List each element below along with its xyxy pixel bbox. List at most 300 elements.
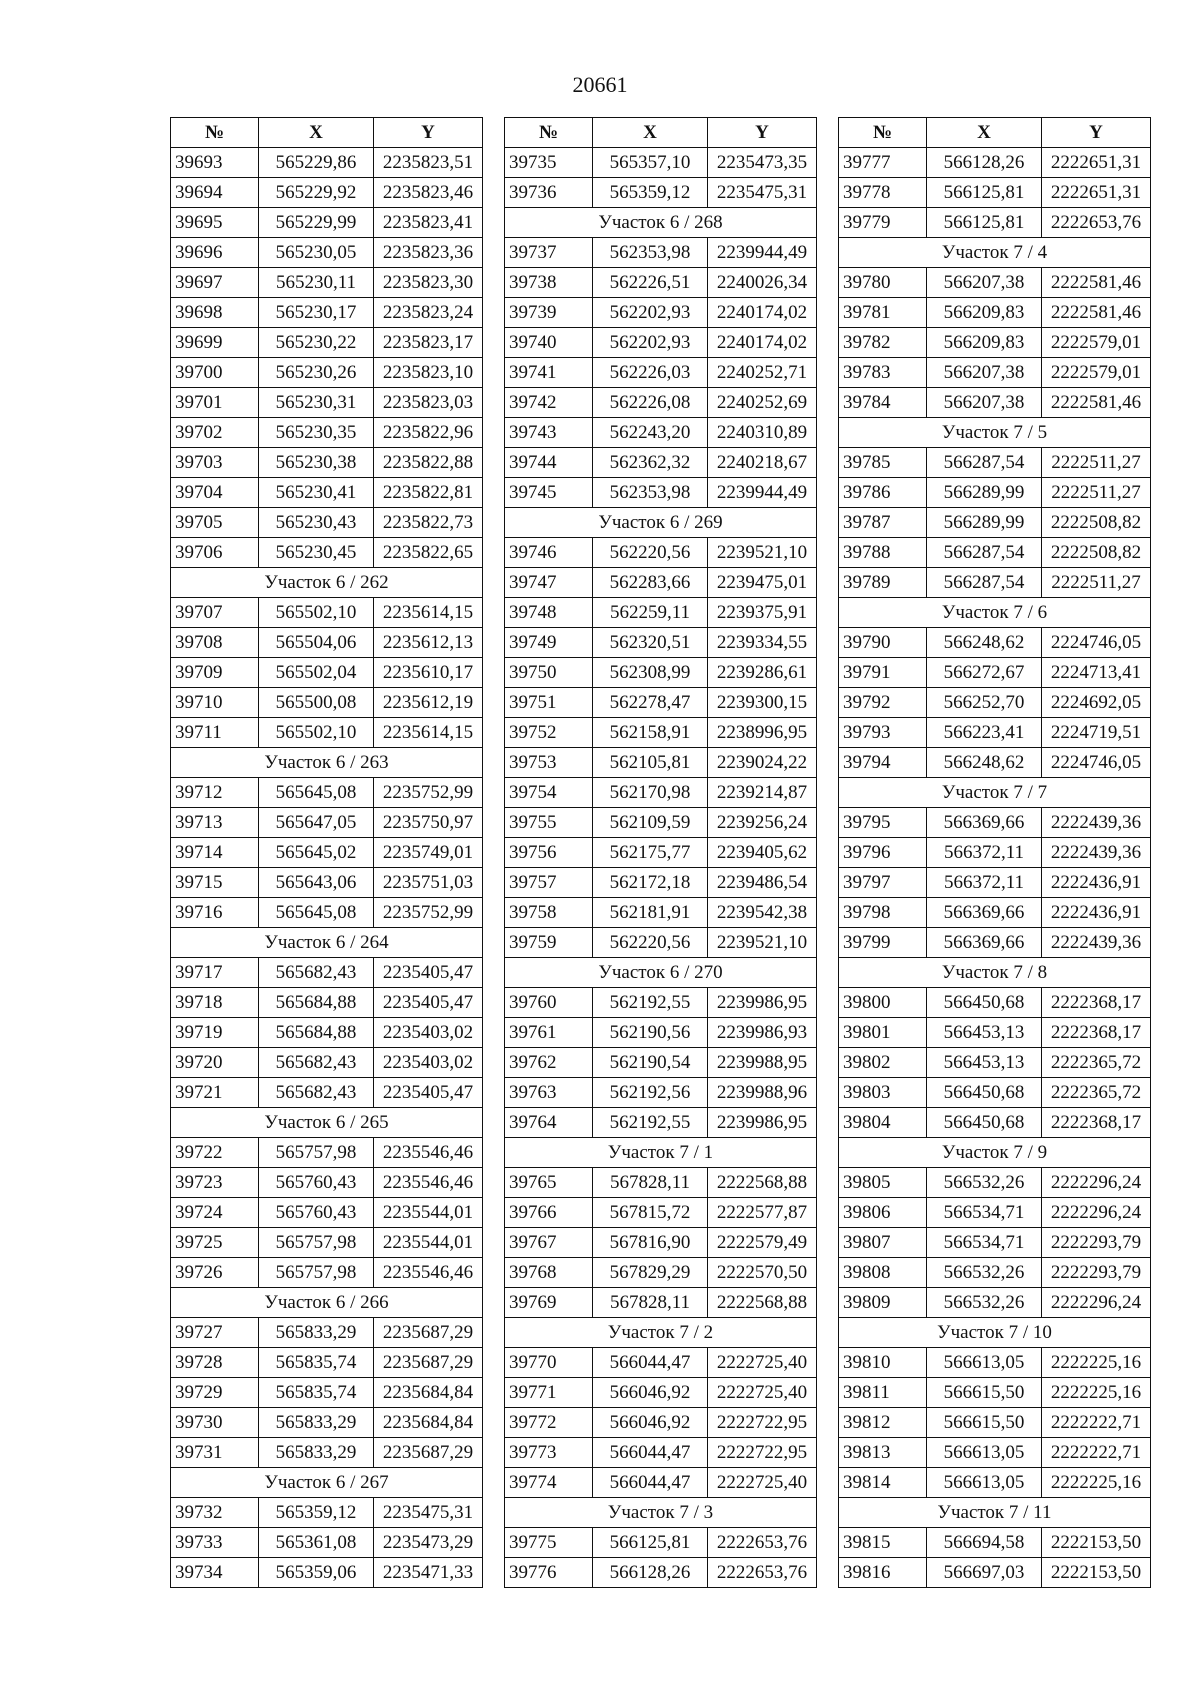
table-row bbox=[171, 1048, 483, 1078]
header-number: № bbox=[171, 118, 259, 148]
cell-y: 2222439,36 bbox=[1042, 808, 1151, 838]
cell-number: 39725 bbox=[171, 1228, 259, 1258]
cell-x: 565684,88 bbox=[259, 988, 374, 1018]
cell-y: 2240252,69 bbox=[708, 388, 817, 418]
cell-number: 39731 bbox=[171, 1438, 259, 1468]
cell-x: 565760,43 bbox=[259, 1168, 374, 1198]
cell-y: 2239405,62 bbox=[708, 838, 817, 868]
cell-y: 2222368,17 bbox=[1042, 988, 1151, 1018]
table-row bbox=[505, 328, 817, 358]
cell-y: 2222568,88 bbox=[708, 1288, 817, 1318]
cell-x: 565833,29 bbox=[259, 1438, 374, 1468]
cell-x: 565757,98 bbox=[259, 1258, 374, 1288]
cell-x: 565682,43 bbox=[259, 1078, 374, 1108]
table-row bbox=[505, 1468, 817, 1498]
cell-x: 567816,90 bbox=[593, 1228, 708, 1258]
cell-y: 2222651,31 bbox=[1042, 148, 1151, 178]
section-row bbox=[505, 508, 817, 538]
cell-number: 39802 bbox=[839, 1048, 927, 1078]
cell-number: 39746 bbox=[505, 538, 593, 568]
table-row bbox=[505, 598, 817, 628]
cell-number: 39714 bbox=[171, 838, 259, 868]
cell-y: 2235823,41 bbox=[374, 208, 483, 238]
table-row bbox=[171, 658, 483, 688]
section-row bbox=[505, 1138, 817, 1168]
cell-number: 39815 bbox=[839, 1528, 927, 1558]
cell-number: 39738 bbox=[505, 268, 593, 298]
cell-y: 2240218,67 bbox=[708, 448, 817, 478]
table-row bbox=[839, 1438, 1151, 1468]
table-row bbox=[171, 898, 483, 928]
table-row bbox=[171, 1348, 483, 1378]
cell-number: 39777 bbox=[839, 148, 927, 178]
table-row bbox=[505, 1168, 817, 1198]
cell-y: 2239475,01 bbox=[708, 568, 817, 598]
cell-y: 2235822,81 bbox=[374, 478, 483, 508]
table-row bbox=[505, 1018, 817, 1048]
cell-y: 2239944,49 bbox=[708, 238, 817, 268]
cell-y: 2222579,01 bbox=[1042, 358, 1151, 388]
cell-y: 2235687,29 bbox=[374, 1438, 483, 1468]
section-row bbox=[171, 1468, 483, 1498]
cell-number: 39722 bbox=[171, 1138, 259, 1168]
cell-y: 2222439,36 bbox=[1042, 838, 1151, 868]
cell-x: 566532,26 bbox=[927, 1168, 1042, 1198]
cell-y: 2235546,46 bbox=[374, 1138, 483, 1168]
cell-number: 39803 bbox=[839, 1078, 927, 1108]
table-row bbox=[839, 508, 1151, 538]
table-row bbox=[505, 718, 817, 748]
section-title: Участок 7 / 4 bbox=[839, 238, 1151, 268]
cell-x: 562192,55 bbox=[593, 988, 708, 1018]
cell-number: 39794 bbox=[839, 748, 927, 778]
cell-number: 39795 bbox=[839, 808, 927, 838]
cell-y: 2239024,22 bbox=[708, 748, 817, 778]
cell-number: 39806 bbox=[839, 1198, 927, 1228]
cell-x: 566289,99 bbox=[927, 508, 1042, 538]
cell-x: 566453,13 bbox=[927, 1018, 1042, 1048]
table-row bbox=[171, 1168, 483, 1198]
cell-y: 2235612,19 bbox=[374, 688, 483, 718]
table-row bbox=[505, 1108, 817, 1138]
cell-number: 39805 bbox=[839, 1168, 927, 1198]
cell-x: 566252,70 bbox=[927, 688, 1042, 718]
cell-x: 565645,08 bbox=[259, 898, 374, 928]
section-title: Участок 7 / 7 bbox=[839, 778, 1151, 808]
cell-y: 2222581,46 bbox=[1042, 298, 1151, 328]
cell-y: 2239988,95 bbox=[708, 1048, 817, 1078]
cell-x: 567829,29 bbox=[593, 1258, 708, 1288]
cell-y: 2235823,30 bbox=[374, 268, 483, 298]
table-row bbox=[505, 1378, 817, 1408]
cell-x: 566287,54 bbox=[927, 568, 1042, 598]
cell-y: 2235687,29 bbox=[374, 1318, 483, 1348]
cell-x: 562105,81 bbox=[593, 748, 708, 778]
header-y: Y bbox=[708, 118, 817, 148]
cell-x: 565645,02 bbox=[259, 838, 374, 868]
table-row bbox=[505, 1558, 817, 1588]
cell-y: 2235403,02 bbox=[374, 1018, 483, 1048]
cell-number: 39716 bbox=[171, 898, 259, 928]
cell-x: 566613,05 bbox=[927, 1348, 1042, 1378]
cell-x: 565230,35 bbox=[259, 418, 374, 448]
cell-number: 39720 bbox=[171, 1048, 259, 1078]
cell-x: 566369,66 bbox=[927, 898, 1042, 928]
cell-x: 562192,56 bbox=[593, 1078, 708, 1108]
cell-x: 562190,56 bbox=[593, 1018, 708, 1048]
header-y: Y bbox=[1042, 118, 1151, 148]
cell-x: 565502,10 bbox=[259, 598, 374, 628]
section-row bbox=[171, 1108, 483, 1138]
cell-y: 2239286,61 bbox=[708, 658, 817, 688]
table-row bbox=[171, 178, 483, 208]
page-number: 20661 bbox=[572, 72, 628, 97]
section-title: Участок 6 / 266 bbox=[171, 1288, 483, 1318]
cell-x: 565502,10 bbox=[259, 718, 374, 748]
cell-y: 2235405,47 bbox=[374, 958, 483, 988]
cell-number: 39748 bbox=[505, 598, 593, 628]
header-y: Y bbox=[374, 118, 483, 148]
cell-number: 39813 bbox=[839, 1438, 927, 1468]
cell-number: 39770 bbox=[505, 1348, 593, 1378]
cell-x: 565833,29 bbox=[259, 1318, 374, 1348]
table-row bbox=[505, 568, 817, 598]
cell-x: 566207,38 bbox=[927, 268, 1042, 298]
cell-y: 2239486,54 bbox=[708, 868, 817, 898]
cell-number: 39783 bbox=[839, 358, 927, 388]
table-row bbox=[839, 358, 1151, 388]
cell-x: 566125,81 bbox=[593, 1528, 708, 1558]
cell-y: 2239256,24 bbox=[708, 808, 817, 838]
cell-x: 566369,66 bbox=[927, 808, 1042, 838]
cell-x: 562226,51 bbox=[593, 268, 708, 298]
table-row bbox=[505, 268, 817, 298]
cell-number: 39796 bbox=[839, 838, 927, 868]
cell-number: 39701 bbox=[171, 388, 259, 418]
cell-number: 39735 bbox=[505, 148, 593, 178]
table-row bbox=[505, 1258, 817, 1288]
table-row bbox=[171, 268, 483, 298]
cell-number: 39755 bbox=[505, 808, 593, 838]
cell-number: 39808 bbox=[839, 1258, 927, 1288]
cell-y: 2235752,99 bbox=[374, 778, 483, 808]
table-row bbox=[505, 1348, 817, 1378]
cell-number: 39772 bbox=[505, 1408, 593, 1438]
cell-x: 562226,03 bbox=[593, 358, 708, 388]
cell-x: 562243,20 bbox=[593, 418, 708, 448]
cell-x: 562353,98 bbox=[593, 238, 708, 268]
cell-number: 39804 bbox=[839, 1108, 927, 1138]
cell-number: 39707 bbox=[171, 598, 259, 628]
table-row bbox=[839, 1288, 1151, 1318]
cell-y: 2239300,15 bbox=[708, 688, 817, 718]
cell-x: 565757,98 bbox=[259, 1228, 374, 1258]
cell-number: 39754 bbox=[505, 778, 593, 808]
cell-number: 39798 bbox=[839, 898, 927, 928]
cell-y: 2222722,95 bbox=[708, 1438, 817, 1468]
cell-y: 2222508,82 bbox=[1042, 538, 1151, 568]
cell-number: 39736 bbox=[505, 178, 593, 208]
section-title: Участок 6 / 262 bbox=[171, 568, 483, 598]
cell-x: 562283,66 bbox=[593, 568, 708, 598]
cell-y: 2222511,27 bbox=[1042, 448, 1151, 478]
cell-number: 39785 bbox=[839, 448, 927, 478]
cell-y: 2235822,65 bbox=[374, 538, 483, 568]
table-row bbox=[839, 898, 1151, 928]
cell-number: 39811 bbox=[839, 1378, 927, 1408]
cell-y: 2235403,02 bbox=[374, 1048, 483, 1078]
table-row bbox=[505, 418, 817, 448]
cell-x: 565230,43 bbox=[259, 508, 374, 538]
cell-y: 2235544,01 bbox=[374, 1198, 483, 1228]
cell-number: 39741 bbox=[505, 358, 593, 388]
cell-x: 566287,54 bbox=[927, 448, 1042, 478]
table-row bbox=[505, 1078, 817, 1108]
section-title: Участок 6 / 268 bbox=[505, 208, 817, 238]
cell-y: 2222653,76 bbox=[1042, 208, 1151, 238]
cell-x: 562175,77 bbox=[593, 838, 708, 868]
cell-number: 39774 bbox=[505, 1468, 593, 1498]
cell-number: 39767 bbox=[505, 1228, 593, 1258]
cell-x: 566209,83 bbox=[927, 298, 1042, 328]
table-row bbox=[839, 1108, 1151, 1138]
cell-y: 2222222,71 bbox=[1042, 1438, 1151, 1468]
cell-x: 565835,74 bbox=[259, 1348, 374, 1378]
table-row bbox=[839, 448, 1151, 478]
cell-y: 2235750,97 bbox=[374, 808, 483, 838]
cell-number: 39768 bbox=[505, 1258, 593, 1288]
cell-x: 566248,62 bbox=[927, 628, 1042, 658]
cell-y: 2235823,17 bbox=[374, 328, 483, 358]
cell-x: 565760,43 bbox=[259, 1198, 374, 1228]
cell-number: 39739 bbox=[505, 298, 593, 328]
cell-x: 565682,43 bbox=[259, 1048, 374, 1078]
table-row bbox=[171, 718, 483, 748]
cell-x: 566223,41 bbox=[927, 718, 1042, 748]
cell-x: 566287,54 bbox=[927, 538, 1042, 568]
cell-x: 566532,26 bbox=[927, 1258, 1042, 1288]
cell-x: 565229,92 bbox=[259, 178, 374, 208]
table-row bbox=[839, 478, 1151, 508]
cell-y: 2235475,31 bbox=[708, 178, 817, 208]
cell-number: 39760 bbox=[505, 988, 593, 1018]
cell-y: 2235823,03 bbox=[374, 388, 483, 418]
cell-number: 39744 bbox=[505, 448, 593, 478]
cell-x: 566694,58 bbox=[927, 1528, 1042, 1558]
cell-y: 2222722,95 bbox=[708, 1408, 817, 1438]
table-row bbox=[839, 1378, 1151, 1408]
cell-y: 2235684,84 bbox=[374, 1378, 483, 1408]
section-title: Участок 7 / 6 bbox=[839, 598, 1151, 628]
section-row bbox=[839, 418, 1151, 448]
cell-x: 566613,05 bbox=[927, 1468, 1042, 1498]
cell-number: 39799 bbox=[839, 928, 927, 958]
cell-x: 565682,43 bbox=[259, 958, 374, 988]
table-row bbox=[839, 928, 1151, 958]
table-row bbox=[839, 1528, 1151, 1558]
cell-y: 2235544,01 bbox=[374, 1228, 483, 1258]
cell-y: 2235823,24 bbox=[374, 298, 483, 328]
cell-x: 565361,08 bbox=[259, 1528, 374, 1558]
cell-number: 39708 bbox=[171, 628, 259, 658]
table-row bbox=[839, 1198, 1151, 1228]
cell-number: 39758 bbox=[505, 898, 593, 928]
cell-number: 39765 bbox=[505, 1168, 593, 1198]
cell-y: 2239944,49 bbox=[708, 478, 817, 508]
table-row bbox=[171, 508, 483, 538]
cell-x: 566613,05 bbox=[927, 1438, 1042, 1468]
table-row bbox=[505, 358, 817, 388]
cell-number: 39724 bbox=[171, 1198, 259, 1228]
cell-y: 2222581,46 bbox=[1042, 388, 1151, 418]
cell-number: 39703 bbox=[171, 448, 259, 478]
cell-number: 39816 bbox=[839, 1558, 927, 1588]
table-row bbox=[839, 328, 1151, 358]
cell-number: 39759 bbox=[505, 928, 593, 958]
cell-x: 562192,55 bbox=[593, 1108, 708, 1138]
cell-y: 2235610,17 bbox=[374, 658, 483, 688]
table-header-row bbox=[839, 118, 1151, 148]
cell-y: 2222725,40 bbox=[708, 1348, 817, 1378]
section-title: Участок 7 / 5 bbox=[839, 418, 1151, 448]
cell-x: 562181,91 bbox=[593, 898, 708, 928]
cell-number: 39747 bbox=[505, 568, 593, 598]
cell-number: 39810 bbox=[839, 1348, 927, 1378]
cell-number: 39800 bbox=[839, 988, 927, 1018]
cell-y: 2222653,76 bbox=[708, 1558, 817, 1588]
cell-y: 2222365,72 bbox=[1042, 1048, 1151, 1078]
cell-y: 2224719,51 bbox=[1042, 718, 1151, 748]
cell-y: 2222725,40 bbox=[708, 1468, 817, 1498]
cell-y: 2235822,73 bbox=[374, 508, 483, 538]
cell-number: 39807 bbox=[839, 1228, 927, 1258]
cell-x: 565757,98 bbox=[259, 1138, 374, 1168]
table-row bbox=[505, 1228, 817, 1258]
cell-x: 565357,10 bbox=[593, 148, 708, 178]
cell-number: 39740 bbox=[505, 328, 593, 358]
cell-number: 39706 bbox=[171, 538, 259, 568]
cell-y: 2239986,95 bbox=[708, 1108, 817, 1138]
section-title: Участок 7 / 11 bbox=[839, 1498, 1151, 1528]
cell-y: 2222293,79 bbox=[1042, 1258, 1151, 1288]
cell-y: 2224746,05 bbox=[1042, 748, 1151, 778]
cell-x: 562278,47 bbox=[593, 688, 708, 718]
cell-x: 566532,26 bbox=[927, 1288, 1042, 1318]
cell-number: 39781 bbox=[839, 298, 927, 328]
cell-x: 566534,71 bbox=[927, 1198, 1042, 1228]
table-row bbox=[505, 868, 817, 898]
cell-x: 567815,72 bbox=[593, 1198, 708, 1228]
cell-x: 565835,74 bbox=[259, 1378, 374, 1408]
cell-y: 2222365,72 bbox=[1042, 1078, 1151, 1108]
cell-number: 39787 bbox=[839, 508, 927, 538]
cell-x: 565504,06 bbox=[259, 628, 374, 658]
cell-y: 2222293,79 bbox=[1042, 1228, 1151, 1258]
table-row bbox=[839, 1348, 1151, 1378]
cell-number: 39698 bbox=[171, 298, 259, 328]
cell-x: 566128,26 bbox=[593, 1558, 708, 1588]
cell-number: 39779 bbox=[839, 208, 927, 238]
table-row bbox=[839, 388, 1151, 418]
cell-x: 565359,06 bbox=[259, 1558, 374, 1588]
section-title: Участок 6 / 267 bbox=[171, 1468, 483, 1498]
cell-y: 2235473,35 bbox=[708, 148, 817, 178]
cell-y: 2235822,96 bbox=[374, 418, 483, 448]
cell-number: 39793 bbox=[839, 718, 927, 748]
cell-y: 2224692,05 bbox=[1042, 688, 1151, 718]
cell-number: 39699 bbox=[171, 328, 259, 358]
cell-y: 2222439,36 bbox=[1042, 928, 1151, 958]
cell-y: 2239334,55 bbox=[708, 628, 817, 658]
section-title: Участок 7 / 2 bbox=[505, 1318, 817, 1348]
cell-number: 39715 bbox=[171, 868, 259, 898]
table-row bbox=[171, 1198, 483, 1228]
table-row bbox=[505, 1408, 817, 1438]
cell-number: 39732 bbox=[171, 1498, 259, 1528]
cell-y: 2222296,24 bbox=[1042, 1288, 1151, 1318]
cell-y: 2224713,41 bbox=[1042, 658, 1151, 688]
cell-x: 565500,08 bbox=[259, 688, 374, 718]
cell-x: 562109,59 bbox=[593, 808, 708, 838]
table-row bbox=[839, 838, 1151, 868]
cell-x: 565359,12 bbox=[593, 178, 708, 208]
table-row bbox=[171, 868, 483, 898]
cell-number: 39737 bbox=[505, 238, 593, 268]
cell-y: 2239988,96 bbox=[708, 1078, 817, 1108]
cell-number: 39727 bbox=[171, 1318, 259, 1348]
cell-y: 2222579,01 bbox=[1042, 328, 1151, 358]
table-row bbox=[839, 1408, 1151, 1438]
cell-number: 39734 bbox=[171, 1558, 259, 1588]
cell-y: 2235405,47 bbox=[374, 988, 483, 1018]
table-row bbox=[839, 748, 1151, 778]
cell-x: 565230,45 bbox=[259, 538, 374, 568]
cell-number: 39697 bbox=[171, 268, 259, 298]
cell-x: 562220,56 bbox=[593, 928, 708, 958]
table-row bbox=[505, 1528, 817, 1558]
cell-number: 39713 bbox=[171, 808, 259, 838]
cell-number: 39762 bbox=[505, 1048, 593, 1078]
cell-number: 39750 bbox=[505, 658, 593, 688]
cell-y: 2235752,99 bbox=[374, 898, 483, 928]
cell-y: 2222651,31 bbox=[1042, 178, 1151, 208]
table-row bbox=[839, 568, 1151, 598]
cell-y: 2224746,05 bbox=[1042, 628, 1151, 658]
cell-x: 565684,88 bbox=[259, 1018, 374, 1048]
table-row bbox=[171, 1258, 483, 1288]
cell-x: 562226,08 bbox=[593, 388, 708, 418]
cell-x: 566697,03 bbox=[927, 1558, 1042, 1588]
table-row bbox=[171, 838, 483, 868]
cell-y: 2222508,82 bbox=[1042, 508, 1151, 538]
cell-number: 39730 bbox=[171, 1408, 259, 1438]
cell-number: 39776 bbox=[505, 1558, 593, 1588]
cell-x: 562362,32 bbox=[593, 448, 708, 478]
cell-number: 39801 bbox=[839, 1018, 927, 1048]
cell-y: 2222653,76 bbox=[708, 1528, 817, 1558]
cell-y: 2239521,10 bbox=[708, 928, 817, 958]
section-title: Участок 6 / 263 bbox=[171, 748, 483, 778]
table-row bbox=[171, 148, 483, 178]
cell-x: 562172,18 bbox=[593, 868, 708, 898]
cell-x: 565833,29 bbox=[259, 1408, 374, 1438]
table-row bbox=[171, 1318, 483, 1348]
table-row bbox=[839, 1258, 1151, 1288]
cell-x: 566450,68 bbox=[927, 1078, 1042, 1108]
cell-x: 566450,68 bbox=[927, 988, 1042, 1018]
cell-x: 566272,67 bbox=[927, 658, 1042, 688]
table-header-row bbox=[505, 118, 817, 148]
